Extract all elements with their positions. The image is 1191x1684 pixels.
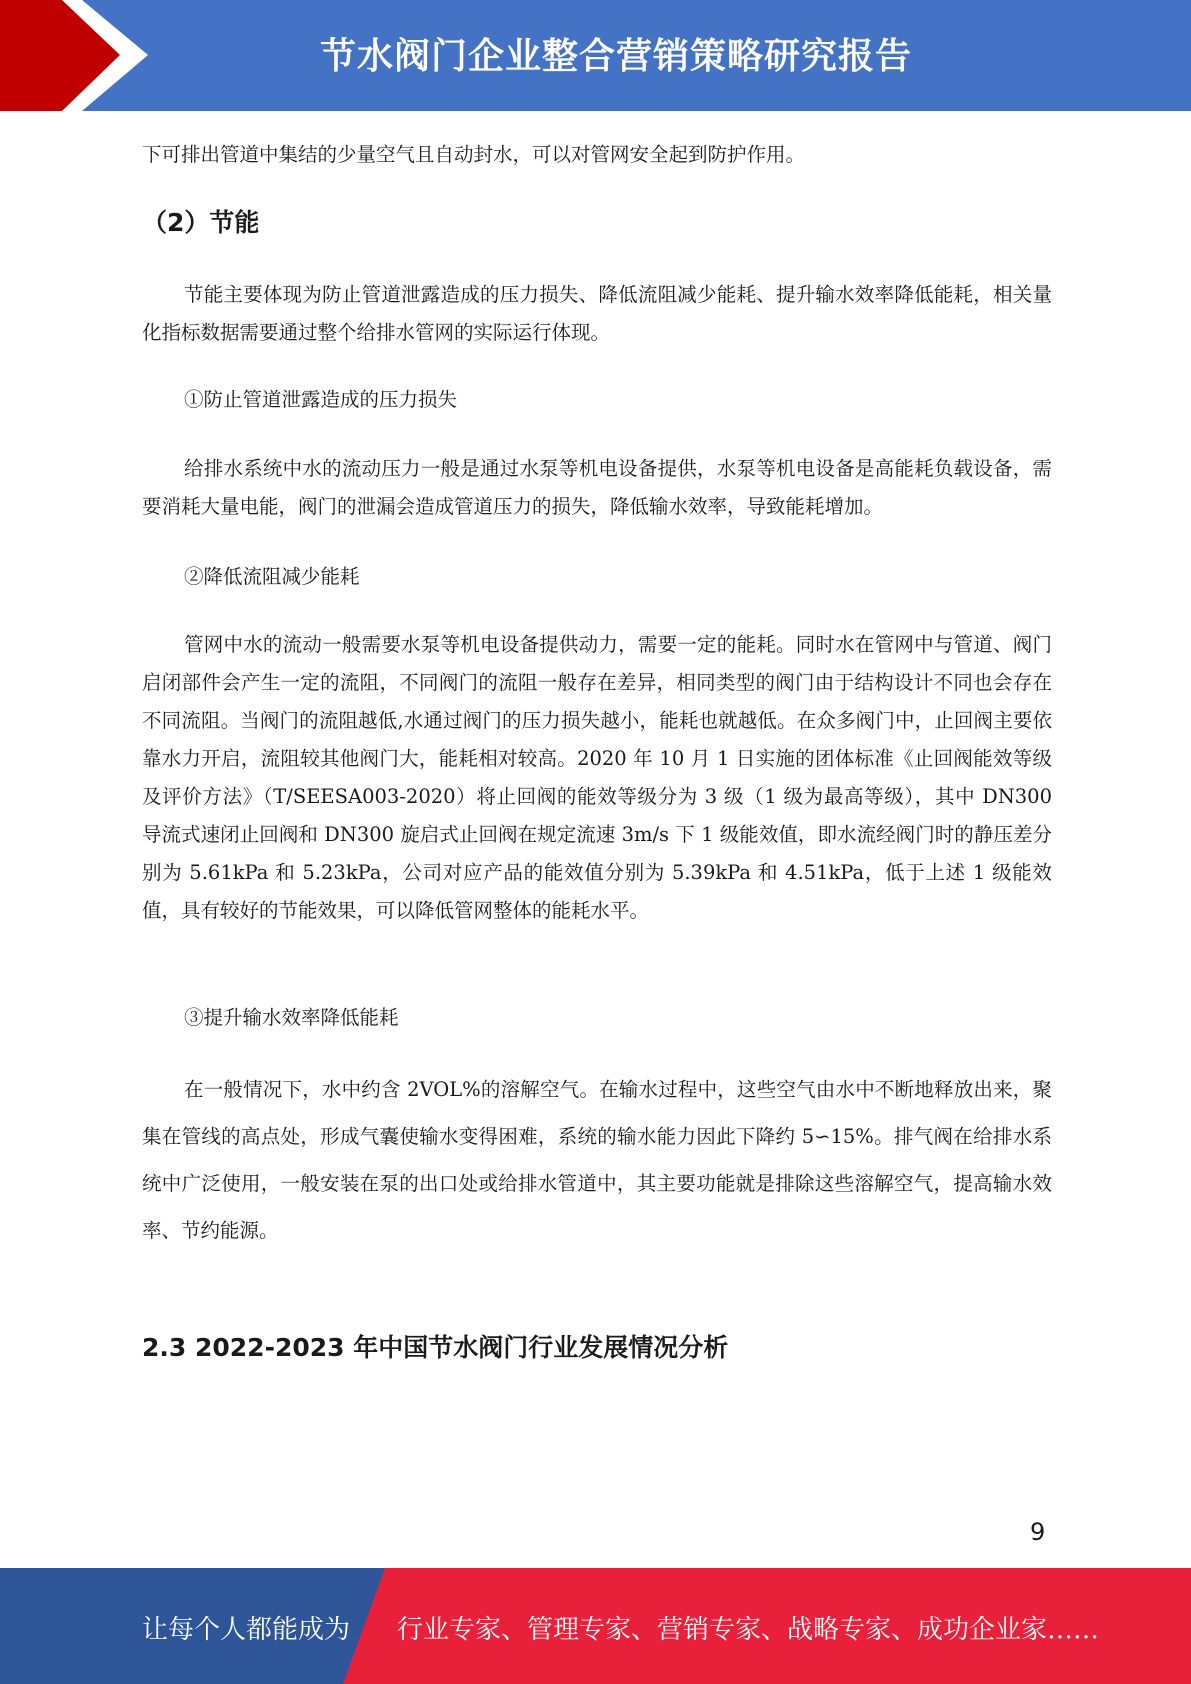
page-number: 9 — [1030, 1518, 1046, 1546]
report-title: 节水阀门企业整合营销策略研究报告 — [320, 36, 913, 77]
footer-slogan-left: 让每个人都能成为 — [142, 1615, 351, 1645]
item1-paragraph: 给排水系统中水的流动压力一般是通过水泵等机电设备提供，水泵等机电设备是高能耗负载设备，需要消耗大量电能，阀门的泄漏会造成管道压力的损失，降低输水效率，导致能耗增加。 — [142, 457, 1052, 518]
section-heading-energy-saving: （2）节能 — [142, 208, 260, 237]
item2-paragraph: 管网中水的流动一般需要水泵等机电设备提供动力，需要一定的能耗。同时水在管网中与管道、阀门启闭部件会产生一定的流阻，不同阀门的流阻一般存在差异，相同类型的阀门由于结构设计不同也会存在不同流阻。当阀门的流阻越低,水通过阀门的压力损失越小，能耗也就越低。在众多阀门中，止回阀主要依靠水力开启，流阻较其他阀门大，能耗相对较高。2020 年 10 月 1 日实施的团体标准《止回阀能效等级及评价方法》（T/SEESA003-2020）将止回阀的能效等级分为 3 级（1 级为最高等级），其中 DN300 导流式速闭止回阀和 DN300 旋启式止回阀在规定流速 3m/s 下 1 级能效值，即水流经阀门时的静压差分别为 5.61kPa 和 5.23kPa，公司对应产品的能效值分别为 5.39kPa 和 4.51kPa，低于上述 1 级能效值，具有较好的节能效果，可以降低管网整体的能耗水平。 — [142, 633, 1052, 922]
page-footer — [0, 1568, 1191, 1684]
item2-title: ②降低流阻减少能耗 — [184, 565, 360, 588]
item3-paragraph: 在一般情况下，水中约含 2VOL%的溶解空气。在输水过程中，这些空气由水中不断地释放出来，聚集在管线的高点处，形成气囊使输水变得困难，系统的输水能力因此下降约 5∽15%。排气阀在给排水系统中广泛使用，一般安装在泵的出口处或给排水管道中，其主要功能就是排除这些溶解空气，提高输水效率、节约能源。 — [142, 1078, 1052, 1242]
paragraph-summary: 节能主要体现为防止管道泄露造成的压力损失、降低流阻减少能耗、提升输水效率降低能耗，相关量化指标数据需要通过整个给排水管网的实际运行体现。 — [142, 283, 1052, 344]
header-arrow-decoration — [0, 0, 160, 111]
intro-line: 下可排出管道中集结的少量空气且自动封水，可以对管网安全起到防护作用。 — [142, 143, 806, 166]
section-2-3-heading: 2.3 2022-2023 年中国节水阀门行业发展情况分析 — [142, 1333, 729, 1362]
footer-slogan-right: 行业专家、管理专家、营销专家、战略专家、成功企业家…… — [397, 1615, 1100, 1645]
item1-title: ①防止管道泄露造成的压力损失 — [184, 388, 458, 411]
item3-title: ③提升输水效率降低能耗 — [184, 1006, 399, 1029]
page-header — [0, 0, 1191, 111]
